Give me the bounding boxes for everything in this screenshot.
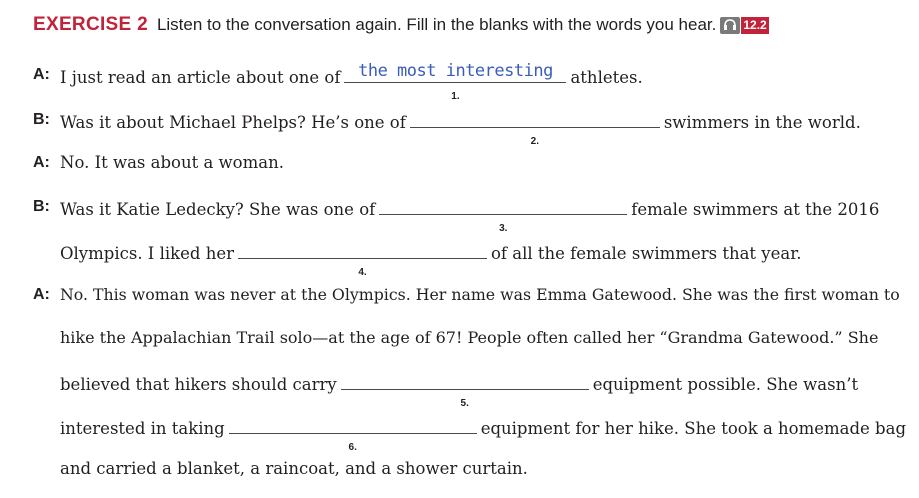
line-text-before: Was it Katie Ledecky? She was one of	[60, 200, 376, 219]
blank-number: 6.	[348, 442, 357, 453]
exercise-header	[33, 14, 769, 36]
blank-2[interactable]	[410, 110, 660, 147]
speaker-label: B:	[33, 198, 50, 215]
line-text-after: female swimmers at the 2016	[631, 200, 880, 219]
line-text-after: equipment for her hike. She took a homemade bag	[480, 419, 907, 438]
line-text-after: equipment possible. She wasn’t	[592, 375, 859, 394]
speaker-label: A:	[33, 66, 50, 83]
blank-number: 3.	[499, 223, 508, 234]
blank-5[interactable]	[341, 372, 589, 409]
speaker-label: A:	[33, 286, 50, 303]
line-text-before: Olympics. I liked her	[60, 244, 234, 263]
blank-number: 5.	[460, 398, 469, 409]
line-text-before: interested in taking	[60, 419, 225, 438]
exercise-label: EXERCISE 2	[33, 14, 148, 35]
line-text-after: athletes.	[570, 68, 643, 87]
audio-track-number: 12.2	[743, 17, 767, 32]
blank-4[interactable]	[238, 241, 487, 278]
line-text: hike the Appalachian Trail solo—at the age of 67! People often called her “Grandma Gatewood.” She	[60, 328, 879, 347]
blank-6[interactable]	[229, 416, 477, 453]
line-text: No. It was about a woman.	[60, 153, 284, 172]
line-text-after: of all the female swimmers that year.	[490, 244, 802, 263]
line-text-before: Was it about Michael Phelps? He’s one of	[60, 113, 406, 132]
speaker-label: B:	[33, 111, 50, 128]
blank-1[interactable]	[344, 61, 566, 102]
audio-icon[interactable]	[720, 17, 740, 34]
blank-number: 4.	[358, 267, 367, 278]
line-text-before: believed that hikers should carry	[60, 375, 337, 394]
line-text-after: swimmers in the world.	[663, 113, 861, 132]
line-text-before: I just read an article about one of	[60, 68, 341, 87]
blank-number: 2.	[530, 136, 540, 147]
blank-number: 1.	[451, 91, 460, 102]
speaker-label: A:	[33, 154, 50, 171]
exercise-instruction: Listen to the conversation again. Fill in the blanks with the words you hear.	[156, 15, 717, 34]
line-text: and carried a blanket, a raincoat, and a shower curtain.	[60, 459, 528, 478]
blank-3[interactable]	[379, 197, 627, 234]
blank-1-answer: the most interesting	[358, 61, 553, 81]
line-text: No. This woman was never at the Olympics. Her name was Emma Gatewood. She was the first woman to	[60, 285, 900, 304]
